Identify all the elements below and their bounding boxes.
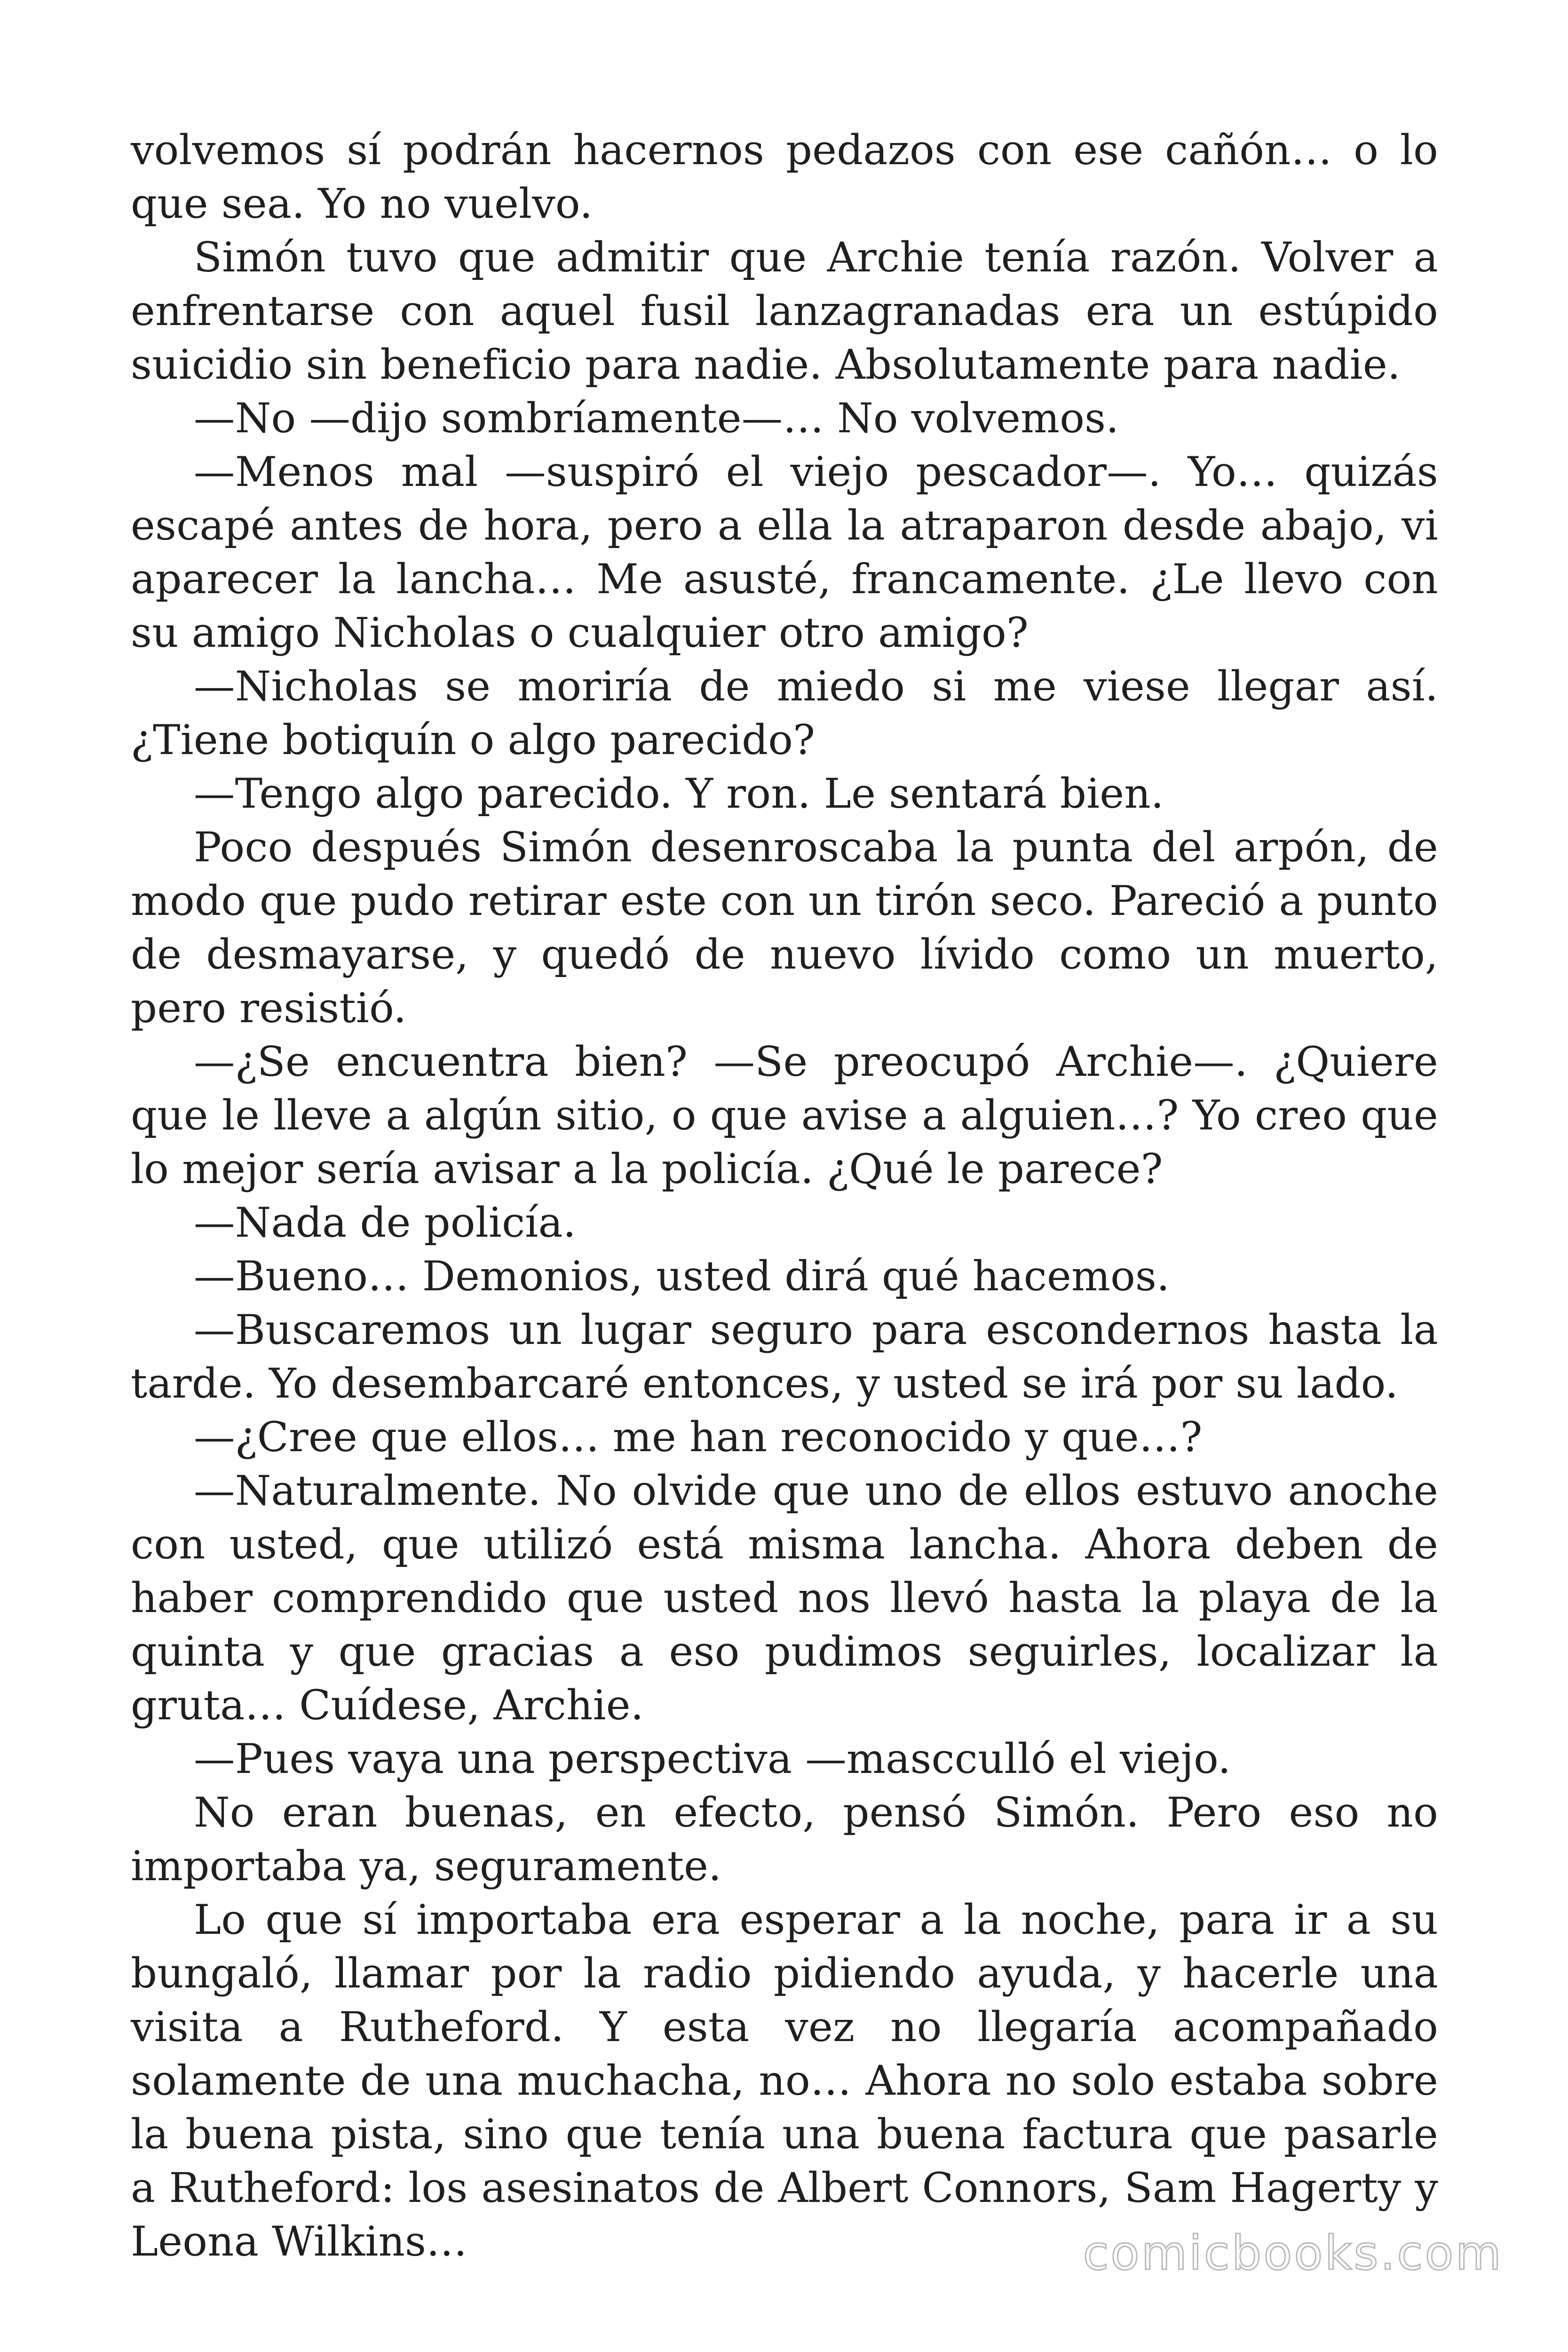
paragraph: —Buscaremos un lugar seguro para escondernos hasta la tarde. Yo desembarcaré entonces, y usted se irá por su lado.	[131, 1306, 1438, 1407]
paragraph: —Bueno… Demonios, usted dirá qué hacemos.	[194, 1252, 1170, 1300]
paragraph: —Tengo algo parecido. Y ron. Le sentará bien.	[194, 770, 1164, 818]
paragraph: —Nada de policía.	[194, 1199, 576, 1247]
paragraph: Lo que sí importaba era esperar a la noche, para ir a su bungaló, llamar por la radio pidiendo ayuda, y hacerle una visita a Rutheford. Y esta vez no llegaría acompañado solamente de una muchacha, no… Ahora no solo estaba sobre la buena pista, sino que tenía una buena factura que pasarle a Rutheford: los asesinatos de Albert Connors, Sam Hagerty y Leona Wilkins…	[131, 1896, 1438, 2265]
paragraph: —No —dijo sombríamente—… No volvemos.	[194, 394, 1119, 442]
paragraph: —Pues vaya una perspectiva —mascculló el viejo.	[194, 1735, 1231, 1783]
book-page-text	[131, 123, 1438, 2268]
paragraph: —¿Se encuentra bien? —Se preocupó Archie—. ¿Quiere que le lleve a algún sitio, o que avise a alguien…? Yo creo que lo mejor sería avisar a la policía. ¿Qué le parece?	[131, 1038, 1438, 1193]
paragraph: —Nicholas se moriría de miedo si me viese llegar así. ¿Tiene botiquín o algo parecido?	[131, 662, 1438, 764]
paragraph: No eran buenas, en efecto, pensó Simón. Pero eso no importaba ya, seguramente.	[131, 1788, 1438, 1890]
paragraph: —Naturalmente. No olvide que uno de ellos estuvo anoche con usted, que utilizó está misma lancha. Ahora deben de haber comprendido que usted nos llevó hasta la playa de la quinta y que gracias a eso pudimos seguirles, localizar la gruta… Cuídese, Archie.	[131, 1467, 1438, 1729]
paragraph: —¿Cree que ellos… me han reconocido y que…?	[194, 1413, 1203, 1461]
paragraph: —Menos mal —suspiró el viejo pescador—. Yo… quizás escapé antes de hora, pero a ella la atraparon desde abajo, vi aparecer la lancha… Me asusté, francamente. ¿Le llevo con su amigo Nicholas o cualquier otro amigo?	[131, 448, 1438, 657]
paragraph: Simón tuvo que admitir que Archie tenía razón. Volver a enfrentarse con aquel fusil lanzagranadas era un estúpido suicidio sin beneficio para nadie. Absolutamente para nadie.	[131, 233, 1438, 389]
paragraph: volvemos sí podrán hacernos pedazos con ese cañón… o lo que sea. Yo no vuelvo.	[131, 126, 1438, 228]
paragraph: Poco después Simón desenroscaba la punta del arpón, de modo que pudo retirar este con un tirón seco. Pareció a punto de desmayarse, y quedó de nuevo lívido como un muerto, pero resistió.	[131, 823, 1438, 1032]
watermark: comicbooks.com	[1083, 2225, 1503, 2280]
